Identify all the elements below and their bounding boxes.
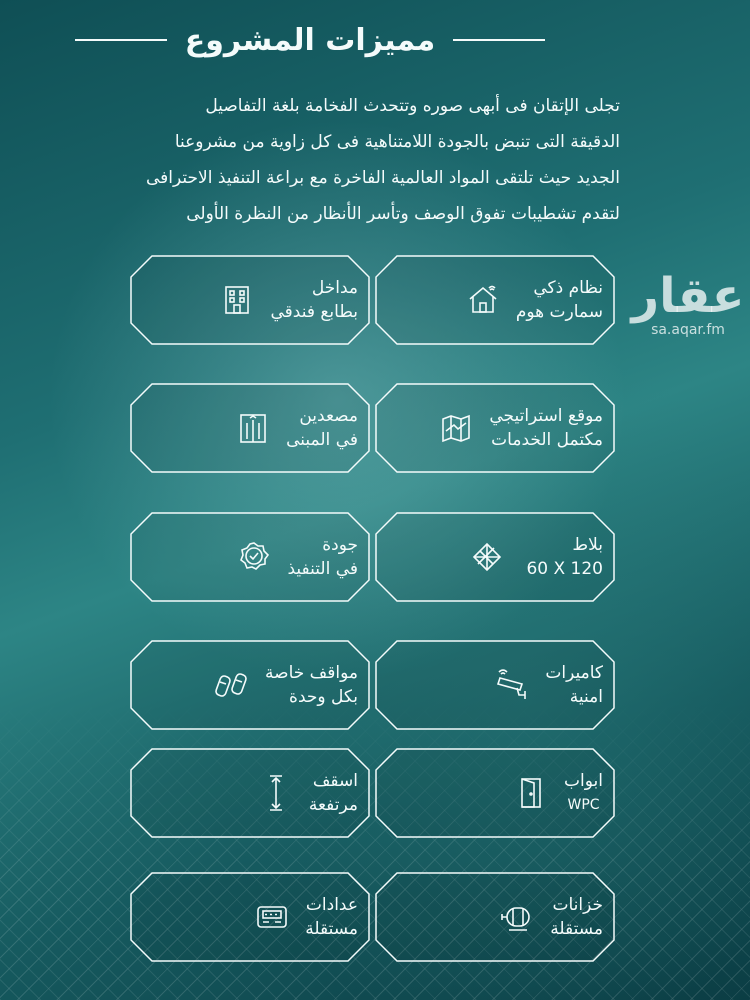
security-camera-icon: [489, 662, 535, 708]
feature-card-elevators: [130, 383, 370, 473]
feature-text: [305, 893, 370, 941]
feature-subtitle: مستقلة: [550, 919, 603, 939]
feature-subtitle: بكل وحدة: [289, 687, 358, 707]
meter-icon: [249, 894, 295, 940]
feature-subtitle: مستقلة: [305, 919, 358, 939]
parking-cars-icon: [209, 662, 255, 708]
feature-card-location: [375, 383, 615, 473]
feature-text: [286, 404, 370, 452]
page-header: [75, 20, 545, 60]
feature-title: كاميرات: [545, 663, 603, 683]
page-title: مميزات المشروع: [184, 22, 436, 58]
feature-text: [489, 404, 615, 452]
feature-card-meters: [130, 872, 370, 962]
feature-text: [520, 533, 615, 581]
feature-subtitle: بطابع فندقي: [270, 302, 358, 322]
watermark-logo: عقار: [631, 268, 745, 324]
feature-subtitle: 60 X 120: [526, 559, 603, 579]
elevator-icon: [230, 405, 276, 451]
title-divider-left: [75, 39, 167, 41]
feature-card-ceilings: [130, 748, 370, 838]
feature-text: [287, 533, 370, 581]
intro-line: لتقدم تشطيبات تفوق الوصف وتأسر الأنظار من النظرة الأولى: [186, 204, 620, 224]
feature-title: مواقف خاصة: [265, 663, 358, 683]
intro-line: تجلى الإتقان فى أبهى صوره وتتحدث الفخامة بلغة التفاصيل: [205, 96, 620, 116]
ceiling-height-icon: [253, 770, 299, 816]
feature-title: خزانات: [552, 895, 603, 915]
feature-title: ابواب: [564, 771, 603, 791]
feature-text: [265, 661, 370, 709]
feature-title: موقع استراتيجي: [489, 406, 603, 426]
feature-card-cameras: [375, 640, 615, 730]
feature-card-doors: [375, 748, 615, 838]
feature-card-quality: [130, 512, 370, 602]
feature-title: جودة: [322, 535, 358, 555]
feature-title: مداخل: [311, 278, 358, 298]
tiles-icon: [464, 534, 510, 580]
feature-title: عدادات: [305, 895, 358, 915]
feature-text: [270, 276, 370, 324]
feature-text: [545, 661, 615, 709]
intro-line: الجديد حيث تلتقى المواد العالمية الفاخرة مع براعة التنفيذ الاحترافى: [145, 168, 620, 188]
feature-title: اسقف: [312, 771, 358, 791]
feature-subtitle: مكتمل الخدمات: [491, 430, 603, 450]
feature-text: [564, 769, 615, 817]
feature-subtitle: امنية: [569, 687, 603, 707]
feature-subtitle: في المبنى: [286, 430, 358, 450]
watermark-url: sa.aqar.fm: [651, 322, 725, 338]
map-icon: [433, 405, 479, 451]
door-icon: [508, 770, 554, 816]
feature-text: [550, 893, 615, 941]
intro-line: الدقيقة التى تنبض بالجودة اللامتناهية فى كل زاوية من مشروعنا: [174, 132, 620, 152]
feature-card-water-tanks: [375, 872, 615, 962]
feature-subtitle: سمارت هوم: [515, 302, 603, 322]
feature-card-hotel-entrance: [130, 255, 370, 345]
feature-subtitle: في التنفيذ: [287, 559, 358, 579]
feature-text: [309, 769, 370, 817]
feature-card-smart-home: [375, 255, 615, 345]
feature-text: [516, 276, 615, 324]
feature-subtitle: WPC: [567, 797, 600, 813]
intro-paragraph: [120, 88, 620, 232]
water-tank-icon: [494, 894, 540, 940]
aqar-watermark: [628, 270, 748, 338]
feature-subtitle: مرتفعة: [308, 795, 358, 815]
title-divider-right: [453, 39, 545, 41]
feature-title: بلاط: [572, 535, 603, 555]
smart-home-icon: [460, 277, 506, 323]
quality-badge-icon: [231, 534, 277, 580]
feature-title: نظام ذكي: [533, 278, 603, 298]
feature-card-parking: [130, 640, 370, 730]
building-icon: [214, 277, 260, 323]
feature-card-tiles: [375, 512, 615, 602]
feature-title: مصعدين: [299, 406, 358, 426]
